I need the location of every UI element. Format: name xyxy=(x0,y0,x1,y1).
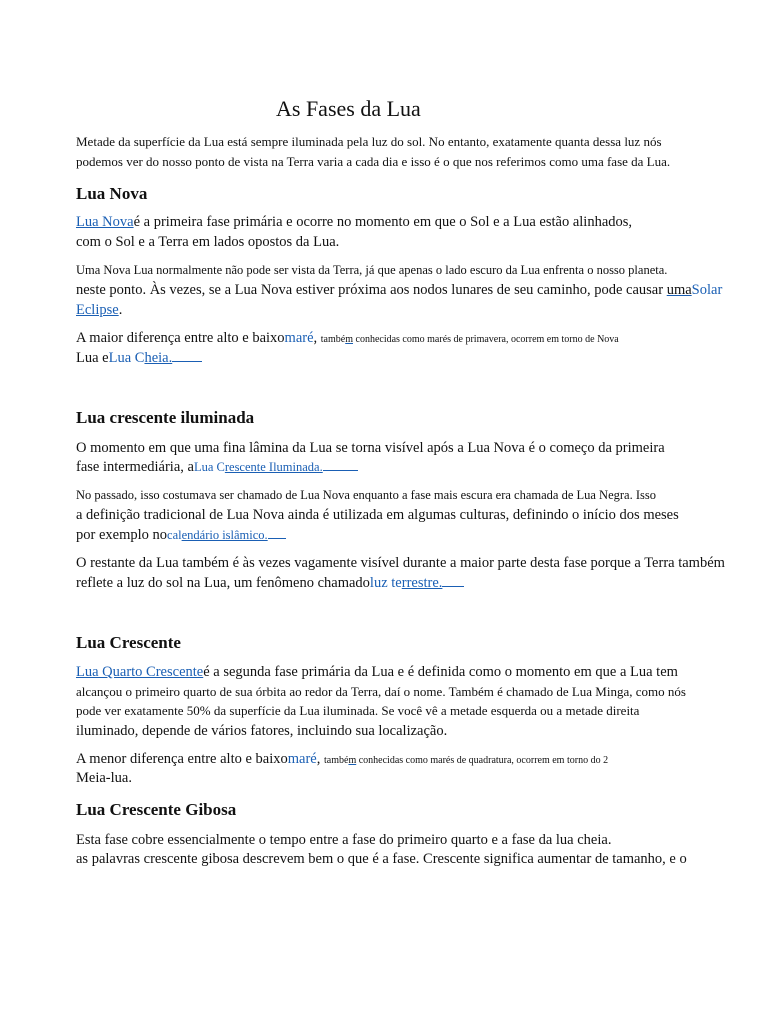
section-heading-lua-crescente-iluminada: Lua crescente iluminada xyxy=(76,408,255,427)
calendario-islamico-link-start[interactable]: cal xyxy=(167,528,182,542)
section-heading-lua-crescente-gibosa: Lua Crescente Gibosa xyxy=(76,800,237,819)
paragraph-text: . xyxy=(118,302,123,318)
page-title: As Fases da Lua xyxy=(276,96,421,121)
uma-link[interactable]: uma xyxy=(666,282,692,298)
luz-terrestre-link-end[interactable]: rrestre. xyxy=(401,575,443,591)
eclipse-link[interactable]: Eclipse xyxy=(76,302,119,318)
small-text: conhecidas como marés de quadratura, ocorrem em torno do 2 xyxy=(356,755,609,766)
paragraph-text: é a segunda fase primária da Lua e é definida como o momento em que a Lua tem xyxy=(203,664,678,680)
link-underline xyxy=(323,469,358,471)
lua-cheia-link-start[interactable]: Lua C xyxy=(108,350,145,366)
lua-cheia-link-end[interactable]: heia. xyxy=(144,350,173,366)
paragraph-line: iluminado, depende de vários fatores, incluindo sua localização. xyxy=(76,723,448,739)
paragraph-line xyxy=(76,751,608,768)
paragraph-line xyxy=(76,527,286,544)
paragraph-line: com o Sol e a Terra em lados opostos da Lua. xyxy=(76,234,340,250)
small-text: conhecidas como marés de primavera, ocorrem em torno de Nova xyxy=(353,334,619,345)
paragraph-line: No passado, isso costumava ser chamado de Lua Nova enquanto a fase mais escura era chamada de Lua Negra. Isso xyxy=(76,488,656,502)
lua-quarto-crescente-link[interactable]: Lua Quarto Crescente xyxy=(76,664,204,680)
paragraph-text: reflete a luz do sol na Lua, um fenômeno chamado xyxy=(76,575,370,591)
small-text: també xyxy=(324,755,349,766)
paragraph-line: Esta fase cobre essencialmente o tempo entre a fase do primeiro quarto e a fase da lua cheia. xyxy=(76,832,612,848)
calendario-islamico-link-end[interactable]: endário islâmico. xyxy=(181,528,268,542)
paragraph-text: A menor diferença entre alto e baixo xyxy=(76,751,288,767)
section-heading-lua-crescente: Lua Crescente xyxy=(76,633,181,652)
paragraph-line: Meia-lua. xyxy=(76,770,132,786)
paragraph-line xyxy=(76,459,358,476)
mare-link[interactable]: maré xyxy=(287,751,317,767)
paragraph-line xyxy=(76,214,632,231)
paragraph-text: , xyxy=(316,751,321,767)
paragraph-line: pode ver exatamente 50% da superfície da Lua iluminada. Se você vê a metade esquerda ou a metade direita xyxy=(76,703,640,718)
link-underline xyxy=(268,537,286,539)
paragraph-line: as palavras crescente gibosa descrevem bem o que é a fase. Crescente significa aumentar de tamanho, e o xyxy=(76,851,687,867)
lua-crescente-iluminada-link-start[interactable]: Lua C xyxy=(193,460,225,474)
paragraph-text: A maior diferença entre alto e baixo xyxy=(76,330,285,346)
paragraph-line xyxy=(76,330,619,347)
small-text-underlined: m xyxy=(348,755,357,766)
paragraph-line: O restante da Lua também é às vezes vagamente visível durante a maior parte desta fase porque a Terra também xyxy=(76,555,725,571)
paragraph-text: é a primeira fase primária e ocorre no momento em que o Sol e a Lua estão alinhados, xyxy=(133,214,633,230)
paragraph-line xyxy=(76,282,722,299)
link-underline xyxy=(172,360,202,362)
small-text-underlined: m xyxy=(345,334,353,345)
paragraph-line xyxy=(76,575,464,592)
paragraph-line xyxy=(76,350,202,367)
luz-terrestre-link-start[interactable]: luz te xyxy=(369,575,402,591)
lua-crescente-iluminada-link-end[interactable]: rescente Iluminada. xyxy=(224,460,323,474)
paragraph-text: , xyxy=(313,330,318,346)
paragraph-text: neste ponto. Às vezes, se a Lua Nova estiver próxima aos nodos lunares de seu caminho, pode causar xyxy=(76,282,664,298)
mare-link[interactable]: maré xyxy=(284,330,314,346)
section-heading-lua-nova: Lua Nova xyxy=(76,184,148,203)
paragraph-line: alcançou o primeiro quarto de sua órbita ao redor da Terra, daí o nome. Também é chamado de Lua Minga, como nós xyxy=(76,684,686,699)
paragraph-text: por exemplo no xyxy=(76,527,168,543)
paragraph-line: Uma Nova Lua normalmente não pode ser vista da Terra, já que apenas o lado escuro da Lua enfrenta o nosso planeta. xyxy=(76,263,668,277)
intro-line-2: podemos ver do nosso ponto de vista na Terra varia a cada dia e isso é o que nos referimos como uma fase da Lua. xyxy=(76,154,671,169)
paragraph-line xyxy=(76,302,122,319)
paragraph-text: fase intermediária, a xyxy=(76,459,194,475)
solar-eclipse-link[interactable]: Solar xyxy=(691,282,723,298)
link-underline xyxy=(442,585,464,587)
paragraph-line xyxy=(76,664,678,681)
lua-nova-link[interactable]: Lua Nova xyxy=(76,214,134,230)
small-text: també xyxy=(320,334,346,345)
paragraph-line: O momento em que uma fina lâmina da Lua se torna visível após a Lua Nova é o começo da primeira xyxy=(76,440,665,456)
paragraph-text: Lua e xyxy=(76,350,109,366)
paragraph-line: a definição tradicional de Lua Nova ainda é utilizada em algumas culturas, definindo o início dos meses xyxy=(76,507,679,523)
intro-line-1: Metade da superfície da Lua está sempre iluminada pela luz do sol. No entanto, exatamente quanta dessa luz nós xyxy=(76,134,662,149)
